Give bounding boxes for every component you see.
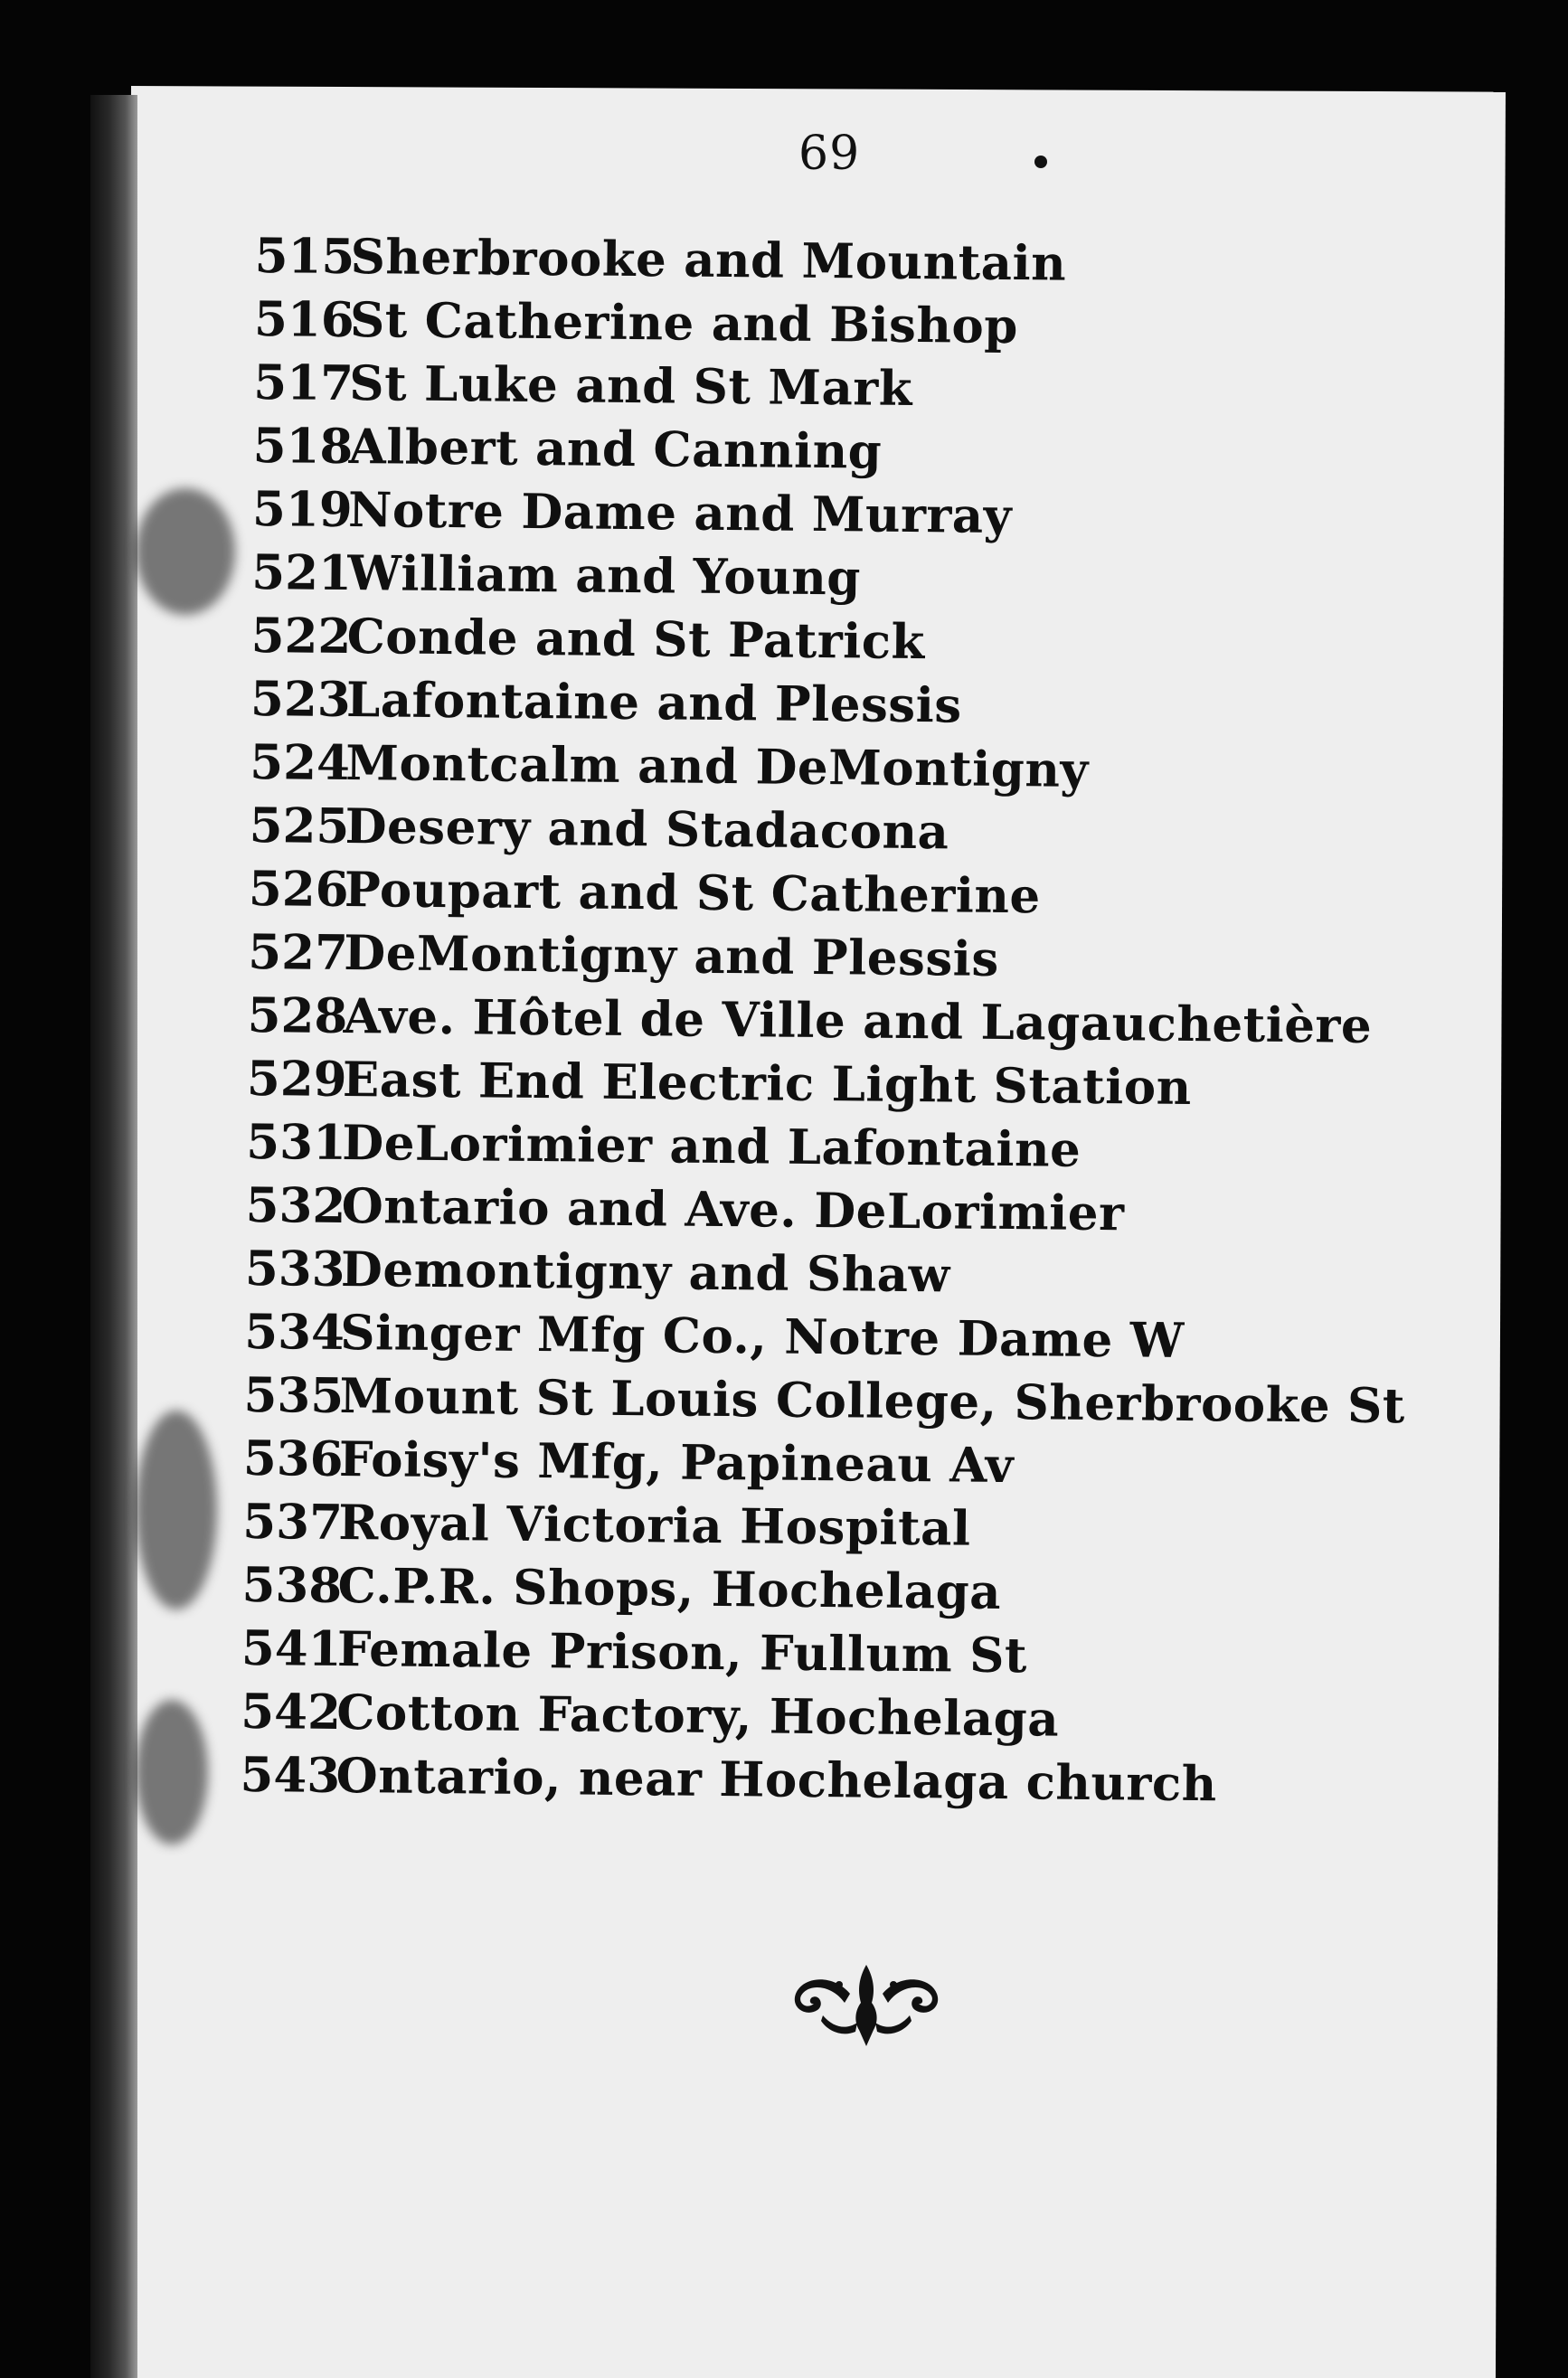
entry-number: 526 xyxy=(248,860,349,919)
entry-row xyxy=(250,671,1412,745)
entry-number: 541 xyxy=(241,1619,342,1677)
entry-number: 515 xyxy=(254,228,355,286)
entry-row xyxy=(243,1430,1405,1505)
entry-location: St Luke and St Mark xyxy=(349,355,913,417)
entry-location: Ontario, near Hochelaga church xyxy=(335,1747,1217,1813)
entry-number: 521 xyxy=(251,543,353,602)
entry-number: 524 xyxy=(250,733,351,792)
entry-row xyxy=(240,1747,1402,1821)
entry-row xyxy=(243,1367,1405,1441)
entry-location: William and Young xyxy=(347,545,862,607)
entry-row xyxy=(244,1304,1406,1378)
entry-number: 534 xyxy=(243,1303,345,1362)
entry-row xyxy=(250,608,1412,682)
entry-row xyxy=(245,1241,1407,1315)
entry-row xyxy=(250,734,1412,808)
entry-location: Foisy's Mfg, Papineau Av xyxy=(338,1430,1015,1495)
book-binding-gutter xyxy=(90,95,137,2378)
entry-location: Poupart and St Catherine xyxy=(344,861,1041,925)
entry-location: DeMontigny and Plessis xyxy=(344,924,1000,987)
entry-location: Notre Dame and Murray xyxy=(347,482,1013,545)
entry-number: 536 xyxy=(242,1430,344,1487)
entry-location: Desery and Stadacona xyxy=(345,797,949,861)
entry-location: Female Prison, Fullum St xyxy=(336,1620,1028,1684)
entry-location: Demontigny and Shaw xyxy=(340,1241,950,1304)
entry-number: 528 xyxy=(247,986,348,1045)
page-number-dot xyxy=(1034,156,1047,168)
entry-location: Ave. Hôtel de Ville and Lagauchetière xyxy=(343,987,1373,1054)
entry-row xyxy=(251,544,1413,618)
entry-row xyxy=(246,1114,1408,1188)
entry-row xyxy=(253,354,1415,429)
entry-location: C.P.R. Shops, Hochelaga xyxy=(337,1557,1002,1620)
gutter-smudge xyxy=(136,488,235,615)
entry-row xyxy=(252,418,1414,492)
entry-location: Montcalm and DeMontigny xyxy=(345,734,1090,798)
gutter-smudge xyxy=(136,1700,208,1845)
entry-row xyxy=(241,1684,1403,1758)
entry-row xyxy=(245,1177,1407,1251)
entry-number: 542 xyxy=(240,1683,342,1741)
entry-row xyxy=(241,1620,1403,1694)
entry-location: Royal Victoria Hospital xyxy=(337,1494,971,1557)
entry-number: 543 xyxy=(240,1746,341,1804)
entry-number: 532 xyxy=(245,1176,346,1235)
entry-row xyxy=(242,1494,1404,1568)
entry-row xyxy=(254,228,1416,302)
entry-location: Mount St Louis College, Sherbrooke St xyxy=(339,1367,1406,1435)
entry-location: Cotton Factory, Hochelaga xyxy=(335,1684,1060,1748)
entry-number: 517 xyxy=(253,354,354,412)
entry-number: 519 xyxy=(251,480,353,539)
entry-location: Albert and Canning xyxy=(348,419,883,480)
entry-number: 516 xyxy=(253,290,354,349)
entry-location: Sherbrooke and Mountain xyxy=(350,229,1067,292)
entry-row xyxy=(241,1557,1403,1631)
entry-number: 523 xyxy=(250,670,351,729)
entry-location: St Catherine and Bishop xyxy=(349,292,1019,355)
entry-row xyxy=(249,797,1411,872)
entry-row xyxy=(249,861,1411,935)
entry-location: East End Electric Light Station xyxy=(342,1051,1192,1116)
entry-row xyxy=(247,987,1409,1062)
entry-number: 529 xyxy=(246,1050,347,1109)
entry-location: Singer Mfg Co., Notre Dame W xyxy=(339,1304,1185,1369)
entry-number: 527 xyxy=(248,923,349,982)
entry-row xyxy=(254,291,1416,365)
entry-number: 533 xyxy=(244,1240,345,1298)
entry-number: 531 xyxy=(245,1113,347,1172)
entry-list xyxy=(240,228,1416,1821)
entry-number: 535 xyxy=(243,1366,345,1425)
fleuron-ornament-icon xyxy=(787,1958,946,2048)
entry-number: 538 xyxy=(241,1556,343,1614)
entry-number: 518 xyxy=(252,417,354,476)
entry-location: Conde and St Patrick xyxy=(346,608,926,671)
entry-number: 537 xyxy=(241,1493,344,1551)
entry-location: Lafontaine and Plessis xyxy=(345,671,962,734)
entry-number: 525 xyxy=(249,797,350,855)
entry-row xyxy=(248,924,1410,998)
page-number: 69 xyxy=(798,127,861,181)
entry-row xyxy=(247,1051,1409,1125)
entry-location: Ontario and Ave. DeLorimier xyxy=(341,1177,1125,1242)
entry-row xyxy=(252,481,1414,555)
entry-number: 522 xyxy=(250,607,352,665)
entry-location: DeLorimier and Lafontaine xyxy=(341,1114,1082,1178)
gutter-smudge xyxy=(136,1411,217,1609)
